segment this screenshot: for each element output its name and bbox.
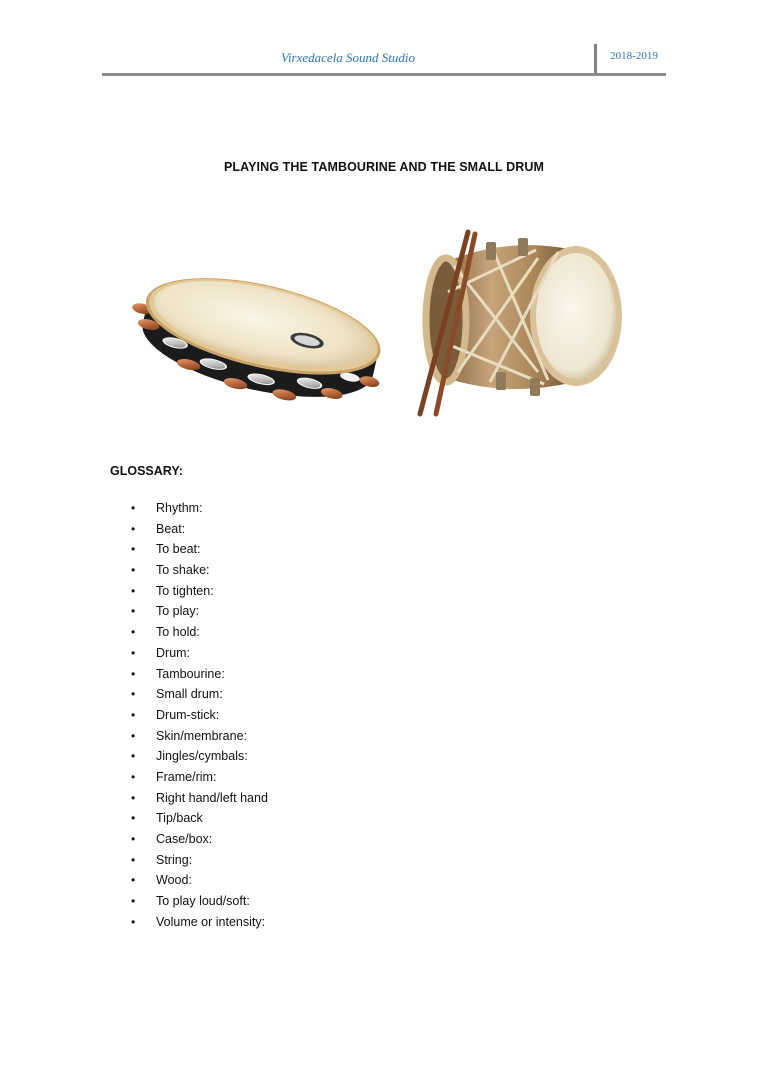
bullet-icon: •: [131, 811, 136, 826]
bullet-icon: •: [131, 666, 136, 681]
glossary-term: Case/box:: [156, 832, 213, 846]
bullet-icon: •: [131, 604, 136, 619]
glossary-term: To hold:: [156, 625, 200, 640]
bullet-icon: •: [131, 852, 136, 867]
glossary-term: Drum:: [156, 645, 191, 660]
header-divider: [594, 44, 597, 74]
tambourine-image: [120, 270, 392, 420]
glossary-term: To beat:: [156, 542, 201, 557]
glossary-term: To play loud/soft:: [156, 894, 250, 909]
glossary-term: Jingles/cymbals:: [156, 749, 248, 764]
bullet-icon: •: [131, 645, 136, 660]
glossary-term: Volume or intensity:: [156, 914, 266, 929]
bullet-icon: •: [131, 521, 136, 536]
glossary-term: Small drum:: [156, 687, 223, 702]
bullet-icon: •: [131, 563, 136, 578]
bullet-icon: •: [131, 687, 136, 702]
header-studio-name: Virxedacela Sound Studio: [280, 50, 416, 65]
bullet-icon: •: [131, 832, 136, 846]
bullet-icon: •: [131, 625, 136, 640]
document-title: PLAYING THE TAMBOURINE AND THE SMALL DRUM: [223, 160, 545, 174]
glossary-term: Tambourine:: [156, 666, 225, 681]
bullet-icon: •: [131, 749, 136, 764]
bullet-icon: •: [131, 542, 136, 557]
glossary-heading: GLOSSARY:: [110, 464, 183, 478]
glossary-term: To tighten:: [156, 583, 214, 598]
glossary-term: Frame/rim:: [156, 769, 217, 784]
bullet-icon: •: [131, 894, 136, 909]
glossary-term: Drum-stick:: [156, 707, 220, 722]
glossary-term: String:: [156, 852, 193, 867]
glossary-term: To shake:: [156, 563, 210, 578]
glossary-term: Skin/membrane:: [156, 728, 248, 743]
glossary-term: Beat:: [156, 521, 186, 536]
bullet-icon: •: [131, 583, 136, 598]
bullet-icon: •: [131, 914, 136, 929]
glossary-term: Rhythm:: [156, 501, 203, 515]
page-header: [102, 44, 666, 78]
glossary-term: Right hand/left hand: [156, 790, 268, 805]
bullet-icon: •: [131, 873, 136, 888]
glossary-term: Wood:: [156, 873, 192, 888]
header-year: 2018-2019: [610, 50, 658, 62]
bullet-icon: •: [131, 790, 136, 805]
bullet-icon: •: [131, 769, 136, 784]
glossary-term: To play:: [156, 604, 200, 619]
glossary-term: Tip/back: [156, 811, 203, 826]
header-rule: [102, 73, 666, 76]
bullet-icon: •: [131, 728, 136, 743]
bullet-icon: •: [131, 707, 136, 722]
bullet-icon: •: [131, 501, 136, 515]
small-drum-image: [398, 222, 650, 418]
